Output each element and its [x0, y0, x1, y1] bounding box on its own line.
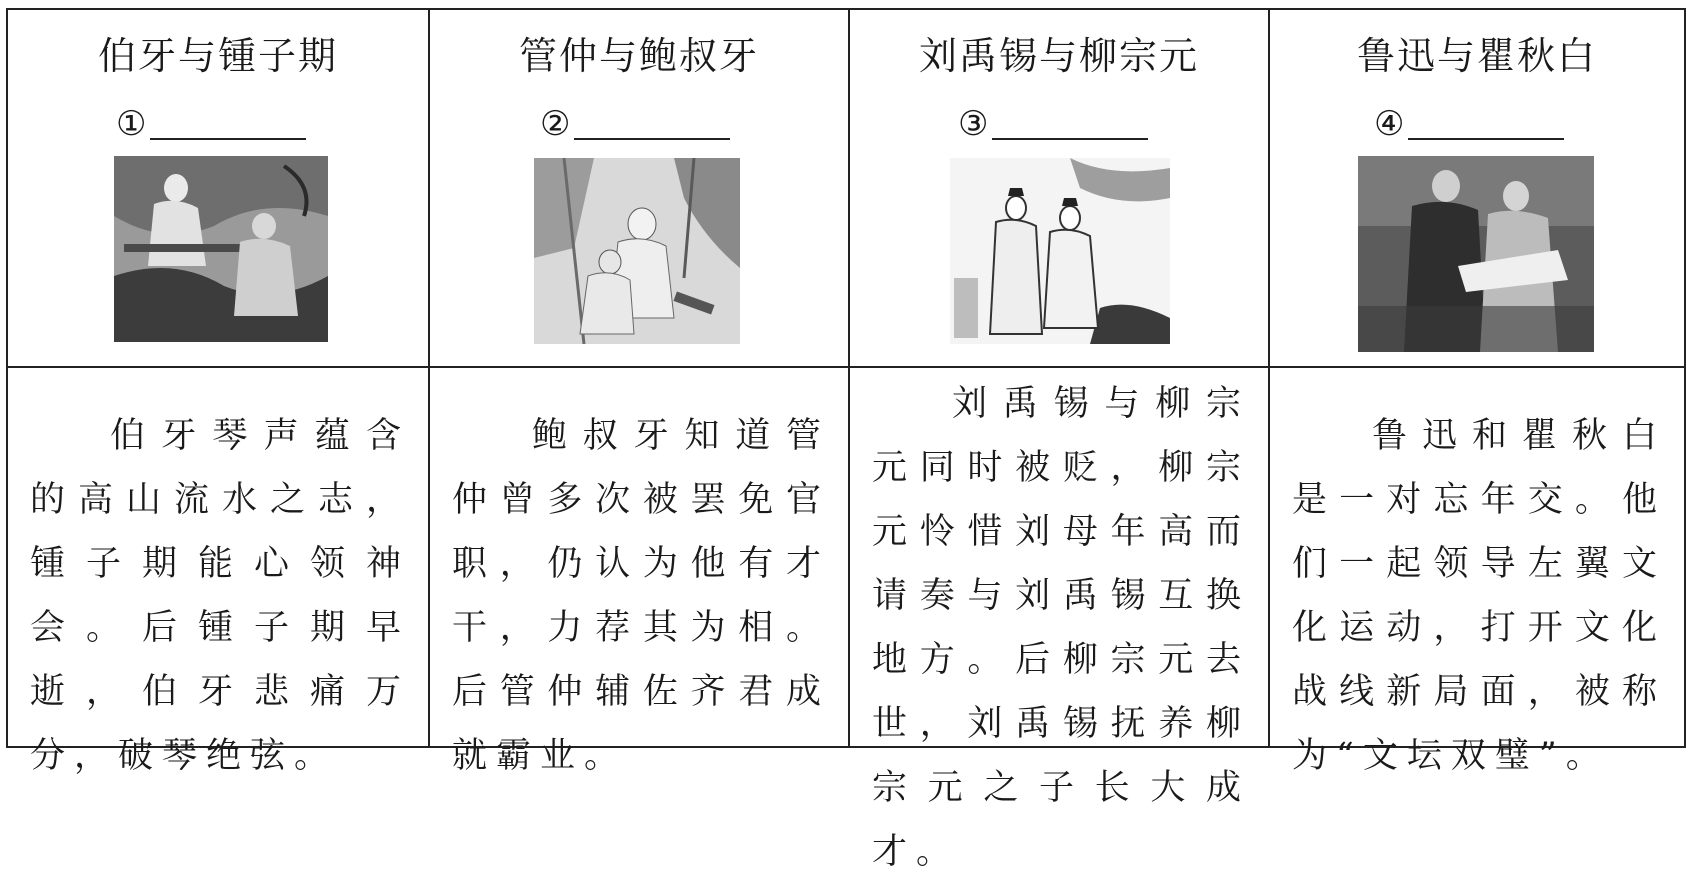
story-text: 伯牙琴声蕴含的高山流水之志，锺子期能心领神会。后锺子期早逝，伯牙悲痛万分，破琴绝弦。 — [30, 416, 410, 776]
pair-name: 鲁迅与瞿秋白 — [1356, 34, 1597, 78]
answer-blank-4[interactable] — [1374, 100, 1684, 144]
pair-name: 刘禹锡与柳宗元 — [918, 34, 1199, 78]
header-cell-luxun — [1270, 10, 1684, 368]
blank-number: ① — [116, 104, 147, 144]
blank-underline — [574, 137, 730, 140]
answer-blank-1[interactable] — [116, 100, 428, 144]
story-cell-boya — [8, 368, 430, 776]
story-cell-guanzhong — [430, 368, 850, 776]
story-text: 刘禹锡与柳宗元同时被贬，柳宗元怜惜刘母年高而请奏与刘禹锡互换地方。后柳宗元去世，刘禹锡抚养柳宗元之子长大成才。 — [872, 384, 1250, 872]
blank-number: ③ — [958, 104, 989, 144]
header-cell-boya — [8, 10, 430, 368]
illustration-guanzhong-baoshuya — [534, 158, 740, 344]
illustration-liuyuxi-liuzongyuan — [950, 158, 1170, 344]
pair-name: 伯牙与锺子期 — [97, 34, 338, 78]
blank-number: ② — [540, 104, 571, 144]
illustration-luxun-quqiubai — [1358, 156, 1594, 352]
story-cell-liuyuxi — [850, 368, 1270, 872]
story-text: 鲁迅和瞿秋白是一对忘年交。他们一起领导左翼文化运动，打开文化战线新局面，被称为“文坛双璧”。 — [1292, 416, 1666, 776]
story-cell-luxun — [1270, 368, 1684, 776]
illustration-boya-zhongziqi — [114, 156, 328, 342]
blank-underline — [992, 137, 1148, 140]
story-text: 鲍叔牙知道管仲曾多次被罢免官职，仍认为他有才干，力荐其为相。后管仲辅佐齐君成就霸业。 — [452, 416, 830, 776]
header-cell-liuyuxi — [850, 10, 1270, 368]
answer-blank-3[interactable] — [958, 100, 1268, 144]
pair-name: 管仲与鲍叔牙 — [518, 34, 759, 78]
header-cell-guanzhong — [430, 10, 850, 368]
answer-blank-2[interactable] — [540, 100, 848, 144]
blank-underline — [1408, 137, 1564, 140]
friendship-table — [6, 8, 1686, 872]
blank-underline — [150, 137, 306, 140]
blank-number: ④ — [1374, 104, 1405, 144]
